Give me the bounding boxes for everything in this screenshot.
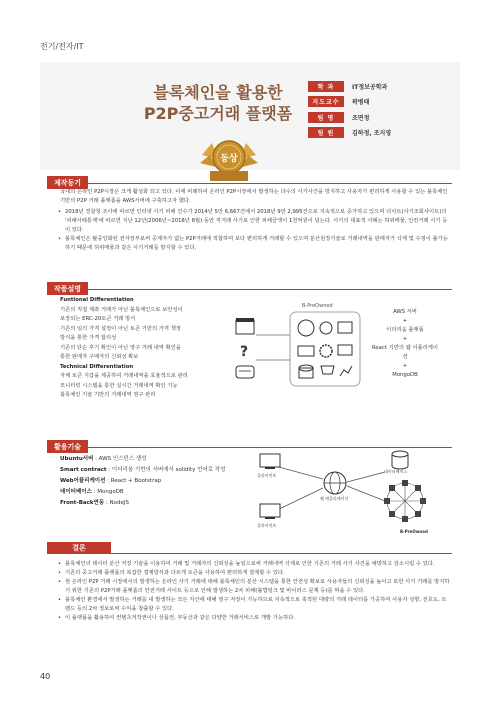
tool-label: Front-Back연동 <box>60 500 105 506</box>
list-item: • 블록체인은 탈중앙화된 전자장부로써 중계자가 없는 P2P거래에 적합하며 보다 편리하게 거래할 수 있으며 분산원장기술로 거래내역을 판매자가 삭제 및 수정이 불가능하기 때문에 허위매물과 같은 사기거래를 방지할 수 있다. <box>58 235 450 253</box>
network-label-web: 웹 애플리케이션 <box>320 496 349 501</box>
info-label: 학 과 <box>308 81 344 92</box>
client-icon <box>260 454 280 469</box>
tools-list <box>60 454 225 509</box>
motivation-intro: 국내의 온라인 P2P시장은 크게 활성화 되고 있다. 이에 비례하여 온라인 P2P시장에서 발생하는 다수의 사기사건을 방지하고 사용자가 편리하게 사용할 수 있는 블록체인 기반의 P2P 거래 플랫폼을 AWS서버에 구축하고자 했다. <box>60 189 448 204</box>
tool-label: Ubuntu서버 <box>60 456 94 462</box>
diagram-label: B-PreOwned <box>302 303 333 309</box>
diagram-frame <box>290 312 360 386</box>
tool-row <box>60 454 225 465</box>
chart-icon <box>340 366 352 376</box>
page-number: 40 <box>40 672 51 681</box>
database-icon <box>299 365 313 378</box>
blockchain-icon <box>384 480 426 522</box>
feature-line: 방식을 통한 가격 합리성 <box>60 335 117 341</box>
tool-row <box>60 465 225 476</box>
section-title: 결론 <box>47 542 111 554</box>
tool-row <box>60 498 225 509</box>
client-icon <box>260 504 280 519</box>
section-title: 활용기술 <box>47 440 88 453</box>
stack-item: 이더리움 플랫폼 <box>386 327 424 333</box>
feature-line: 통한 판매자 구매자의 신뢰성 확보 <box>60 354 139 360</box>
list-item: • 블록체인의 데이터 분산 저장 기술을 이용하여 거래 및 거래자의 신뢰성을 높임으로써 거래내역 삭제로 인한 기존의 거래 사기 사건을 예방하고 감소시킬 수 있다. <box>58 560 450 569</box>
list-item: • 현 온라인 P2P 거래 시장에서의 발생하는 온라인 사기 거래에 대해 블록체인의 분산 시스템을 통한 안전성 확보로 사용자들의 신뢰성을 높이고 또한 사기 거래를 방지하기 위한 기존의 P2P거래 플랫폼의 안전거래 사이트 등으로 인해 발생하는 2차 피해(불법링크 및 바이러스 문제 등)를 막을 수 있다. <box>58 578 450 596</box>
network-label-chain: B-PreOwned <box>400 529 428 534</box>
info-label: 팀 명 <box>308 112 344 123</box>
tool-value: : NodeJS <box>104 500 129 506</box>
tool-label: Web어플리케이션 <box>60 478 106 484</box>
monitor-icon <box>338 345 352 355</box>
svg-text:?: ? <box>240 344 249 360</box>
stack-item: AWS 서버 <box>393 309 417 315</box>
features-text <box>60 296 220 401</box>
tool-label: Smart contract <box>60 467 107 473</box>
tool-value: : MongoDB <box>91 489 124 495</box>
stack-plus: + <box>402 363 408 369</box>
feature-heading: Technical Differentiation <box>60 363 134 370</box>
feature-line: 모니터링 시스템을 통한 실시간 거래내역 확인 기능 <box>60 382 178 389</box>
database-icon <box>392 451 408 469</box>
category-label: 전기/전자/IT <box>40 42 84 51</box>
info-value: 조면정 <box>352 114 370 122</box>
info-row <box>308 96 391 108</box>
wallet-icon <box>338 322 352 333</box>
section-title: 작품설명 <box>47 282 88 295</box>
info-row <box>308 111 391 123</box>
tool-value: : AWS 인스턴스 생성 <box>93 456 147 462</box>
project-info <box>308 80 391 142</box>
globe-icon <box>324 472 346 494</box>
tool-value: : 이더리움 기반의 서버에서 solidity 언어로 작성 <box>106 467 226 473</box>
chat-icon <box>236 366 254 378</box>
info-value: 김하정, 조지영 <box>352 130 392 137</box>
list-item: • 이 플랫폼을 활용하여 컨텐츠저작권이나 상품권, 부동산과 같은 다양한 거래서비스로 개발 가능하다. <box>58 614 450 623</box>
info-label: 팀 원 <box>308 127 344 138</box>
feature-line: 블록체인 기술 기반의 거래내역 영구 관리 <box>60 392 156 398</box>
info-row <box>308 127 391 139</box>
feature-line: 기존의 직접 계좌 거래가 아닌 블록체인으로 보안성이 <box>60 306 183 313</box>
list-item: • 2018년 경찰청 조사에 따르면 인터넷 사기 피해 건수가 2014년 5만 6,667건에서 2018년 9만 2,995건으로 지속적으로 증가하고 있으며 더치트(사기조회사이트)의 '피해사례통계'에 따르면 지난 12년(2006년~2018년 8월) 동안 직거래 사기로 인한 피해금액이 1천억원이 넘는다. 사기의 대표적 사례는 허위매물, 인컨거래 사기 등이 있다. <box>58 208 450 235</box>
list-item: • 블록체인 환경에서 발생하는 거래를 내 발생하는 모든 자산에 대해 영구 저장이 가능하므로 지속적으로 축적된 대량의 거래 데이터를 가공하여 사용자 성향, 선호도, 트렌드 등의 2차 정보로써 수익을 창출할 수 있다. <box>58 596 450 614</box>
info-label: 지도교수 <box>308 96 344 107</box>
title-line-2: P2P중고거래 플랫폼 <box>143 104 293 123</box>
money-icon <box>298 346 314 356</box>
medal-label: 동상 <box>220 154 238 164</box>
info-row <box>308 80 391 92</box>
question-icon <box>240 344 248 360</box>
tool-row <box>60 476 225 487</box>
shield-icon <box>298 320 314 336</box>
info-value: IT정보공학과 <box>352 83 388 91</box>
gear-icon <box>320 345 332 357</box>
feature-heading: Funtional Differentiation <box>60 297 134 303</box>
tool-value: : React + Bootstrap <box>105 478 162 484</box>
coin-icon <box>320 322 332 334</box>
store-icon <box>236 318 254 334</box>
feature-line: 자체 토큰 지갑을 제공하여 거래내역을 효율적으로 관리 <box>60 373 188 379</box>
stack-plus: + <box>402 336 408 342</box>
stack-item: React 기반의 웹 어플리케이션 <box>371 345 439 360</box>
tool-row <box>60 487 225 498</box>
network-label-database: 데이터베이스 <box>384 469 408 474</box>
stack-item: MongoDB <box>392 372 418 378</box>
section-title: 제작동기 <box>47 176 88 189</box>
section-header-motivation <box>47 170 452 187</box>
network-label-client: 클라이언트 <box>257 473 277 478</box>
page-title <box>118 82 318 124</box>
list-item: • 기존의 중고거래 플랫폼의 복잡한 결제방식과 다르게 토큰을 사용하여 편리하게 결제할 수 있다. <box>58 569 450 578</box>
stack-plus: + <box>402 318 408 324</box>
section-header-features <box>47 276 452 293</box>
feature-line: 기존의 임의 가격 설정이 아닌 토큰 기반의 가격 책정 <box>60 325 181 332</box>
network-diagram <box>255 446 450 536</box>
cart-icon <box>321 366 334 374</box>
tech-stack <box>370 308 440 380</box>
feature-line: 보장되는 ERC-20토큰 거래 방식 <box>60 316 136 322</box>
feature-line: 기존의 단순 후기 확인이 아닌 영구 거래 내역 확인을 <box>60 344 181 351</box>
tool-label: 데이터베이스 <box>60 489 92 495</box>
motivation-bullets <box>58 208 450 253</box>
info-value: 곽병태 <box>352 99 370 106</box>
conclusion-bullets <box>58 560 450 623</box>
features-diagram <box>226 310 366 390</box>
title-line-1: 블록체인을 활용한 <box>153 83 283 102</box>
network-label-client: 클라이언트 <box>257 523 277 528</box>
